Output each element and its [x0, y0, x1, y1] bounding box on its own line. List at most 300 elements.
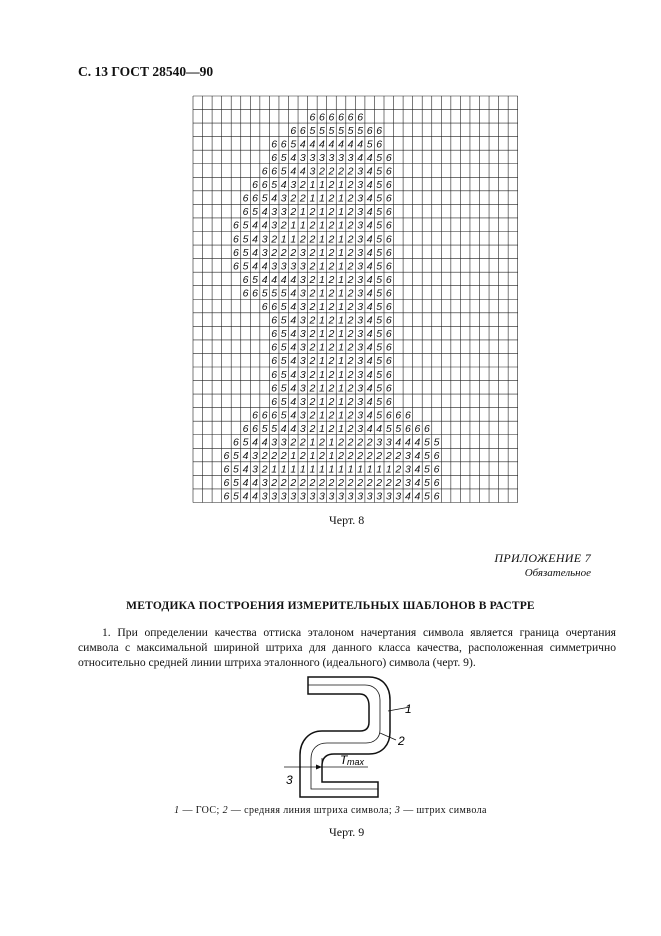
grid-cell-digit: 2	[347, 382, 354, 395]
grid-cell-digit: 3	[357, 314, 364, 327]
grid-cell-digit: 3	[357, 260, 364, 273]
grid-cell-digit: 6	[223, 490, 230, 503]
grid-cell-digit: 2	[309, 395, 316, 408]
grid-cell-digit: 3	[357, 287, 364, 300]
grid-cell-digit: 6	[261, 301, 268, 314]
grid-cell-digit: 3	[366, 490, 373, 503]
grid-cell-digit: 2	[328, 409, 335, 422]
grid-cell-digit: 3	[290, 260, 297, 273]
grid-cell-digit: 6	[366, 124, 373, 137]
grid-cell-digit: 4	[261, 436, 268, 449]
grid-cell-digit: 1	[319, 368, 325, 381]
grid-cell-digit: 2	[347, 328, 354, 341]
grid-cell-digit: 5	[357, 124, 364, 137]
grid-cell-digit: 2	[328, 341, 335, 354]
grid-cell-digit: 2	[290, 477, 297, 490]
grid-cell-digit: 2	[309, 355, 316, 368]
grid-cell-digit: 1	[280, 463, 287, 476]
grid-cell-digit: 1	[376, 463, 383, 476]
grid-cell-digit: 6	[338, 111, 344, 124]
caption-fig9: Черт. 9	[329, 825, 365, 839]
grid-cell-digit: 2	[309, 382, 316, 395]
grid-cell-digit: 5	[376, 246, 383, 259]
grid-cell-digit: 4	[395, 436, 402, 449]
grid-cell-digit: 6	[271, 165, 278, 178]
grid-cell-digit: 6	[404, 409, 411, 422]
grid-cell-digit: 6	[242, 422, 249, 435]
grid-cell-digit: 4	[271, 192, 278, 205]
grid-cell-digit: 5	[376, 355, 383, 368]
grid-cell-digit: 1	[319, 219, 325, 232]
grid-cell-digit: 3	[299, 314, 306, 327]
grid-cell-digit: 4	[309, 138, 316, 151]
grid-cell-digit: 2	[338, 450, 344, 463]
grid-cell-digit: 4	[366, 246, 373, 259]
grid-cell-digit: 2	[271, 246, 278, 259]
grid-cell-digit: 5	[376, 395, 383, 408]
grid-cell-digit: 5	[252, 206, 258, 219]
grid-cell-digit: 1	[309, 463, 316, 476]
grid-cell-digit: 5	[242, 260, 249, 273]
grid-cell-digit: 6	[385, 395, 392, 408]
grid-cell-digit: 2	[319, 165, 325, 178]
grid-cell-digit: 4	[290, 287, 297, 300]
grid-cell-digit: 5	[271, 179, 278, 192]
grid-cell-digit: 5	[280, 341, 287, 354]
grid-cell-digit: 2	[328, 287, 335, 300]
grid-cell-digit: 4	[280, 179, 287, 192]
t-subscript: max	[347, 757, 365, 767]
grid-cell-digit: 2	[299, 450, 306, 463]
grid-cell-digit: 3	[299, 151, 306, 164]
grid-cell-digit: 1	[319, 206, 325, 219]
grid-cell-digit: 2	[299, 436, 306, 449]
grid-cell-digit: 3	[271, 260, 278, 273]
grid-cell-digit: 3	[328, 151, 335, 164]
legend-text-3: — штрих символа	[400, 805, 487, 816]
grid-cell-digit: 4	[366, 233, 373, 246]
grid-cell-digit: 5	[385, 422, 392, 435]
grid-cell-digit: 4	[338, 138, 344, 151]
grid-cell-digit: 2	[328, 246, 335, 259]
grid-cell-digit: 6	[271, 355, 278, 368]
grid-cell-digit: 4	[366, 219, 373, 232]
grid-cell-digit: 3	[299, 341, 306, 354]
grid-cell-digit: 2	[328, 368, 335, 381]
grid-cell-digit: 5	[280, 287, 287, 300]
grid-cell-digit: 3	[299, 301, 306, 314]
grid-cell-digit: 5	[328, 124, 335, 137]
grid-cell-digit: 1	[338, 463, 344, 476]
grid-cell-digit: 6	[433, 477, 440, 490]
grid-cell-digit: 2	[347, 314, 354, 327]
grid-cell-digit: 4	[280, 422, 287, 435]
grid-cell-digit: 2	[347, 246, 354, 259]
legend-num-1: 1	[174, 805, 180, 816]
grid-cell-digit: 2	[366, 436, 373, 449]
grid-cell-digit: 1	[357, 463, 364, 476]
grid-cell-digit: 1	[309, 192, 316, 205]
grid-cell-digit: 4	[271, 273, 278, 286]
grid-cell-digit: 5	[242, 436, 249, 449]
grid-cell-digit: 4	[242, 450, 249, 463]
middle-line	[308, 685, 380, 789]
grid-cell-digit: 2	[347, 422, 354, 435]
grid-cell-digit: 1	[338, 409, 344, 422]
grid-cell-digit: 2	[309, 233, 316, 246]
legend-num-2: 2	[222, 805, 228, 816]
grid-cell-digit: 3	[299, 246, 306, 259]
grid-cell-digit: 6	[433, 463, 440, 476]
grid-cell-digit: 5	[424, 490, 430, 503]
grid-cell-digit: 2	[347, 477, 354, 490]
grid-cell-digit: 4	[252, 246, 258, 259]
grid-cell-digit: 1	[319, 314, 325, 327]
grid-cell-digit: 3	[357, 328, 364, 341]
grid-cell-digit: 2	[280, 219, 287, 232]
grid-cell-digit: 3	[280, 260, 287, 273]
t-symbol: T	[340, 753, 348, 767]
grid-cell-digit: 4	[290, 273, 297, 286]
grid-cell-digit: 3	[280, 490, 287, 503]
grid-cell-digit: 2	[366, 477, 373, 490]
grid-cell-digit: 4	[290, 165, 297, 178]
grid-cell-digit: 6	[385, 192, 392, 205]
grid-cell-digit: 4	[319, 138, 325, 151]
grid-cell-digit: 1	[385, 463, 392, 476]
grid-cell-digit: 2	[319, 436, 325, 449]
grid-cell-digit: 2	[261, 463, 268, 476]
grid-cell-digit: 3	[299, 422, 306, 435]
legend-text-2: — средняя линия штриха символа;	[227, 805, 395, 816]
grid-cell-digit: 1	[338, 301, 344, 314]
grid-cell-digit: 3	[385, 436, 392, 449]
grid-cell-digit: 2	[395, 463, 402, 476]
grid-cell-digit: 4	[290, 368, 297, 381]
grid-cell-digit: 5	[338, 124, 344, 137]
grid-cell-digit: 2	[328, 328, 335, 341]
grid-cell-digit: 1	[290, 463, 297, 476]
grid-cell-digit: 6	[271, 368, 278, 381]
grid-cell-digit: 1	[338, 395, 344, 408]
grid-cell-digit: 5	[376, 192, 383, 205]
grid-cell-digit: 2	[271, 233, 278, 246]
grid-cell-digit: 2	[309, 477, 316, 490]
grid-cell-digit: 5	[261, 287, 268, 300]
grid-cell-digit: 6	[271, 301, 278, 314]
grid-cell-digit: 2	[261, 450, 268, 463]
grid-cell-digit: 5	[424, 477, 430, 490]
grid-cell-digit: 5	[233, 450, 239, 463]
grid-cell-digit: 2	[338, 436, 344, 449]
grid-cell-digit: 2	[347, 233, 354, 246]
grid-cell-digit: 2	[347, 341, 354, 354]
grid-cell-digit: 4	[414, 477, 421, 490]
grid-cell-digit: 2	[347, 395, 354, 408]
grid-cell-digit: 3	[357, 165, 364, 178]
grid-cell-digit: 5	[242, 219, 249, 232]
grid-cell-digit: 1	[299, 463, 306, 476]
grid-cell-digit: 1	[299, 219, 306, 232]
grid-cell-digit: 5	[376, 341, 383, 354]
grid-cell-digit: 3	[357, 395, 364, 408]
grid-cell-digit: 3	[395, 490, 402, 503]
grid-cell-digit: 3	[357, 409, 364, 422]
grid-cell-digit: 3	[376, 490, 383, 503]
grid-cell-digit: 1	[319, 328, 325, 341]
grid-cell-digit: 3	[319, 490, 325, 503]
grid-cell-digit: 4	[290, 395, 297, 408]
grid-cell-digit: 6	[242, 206, 249, 219]
grid-cell-digit: 4	[290, 355, 297, 368]
grid-cell-digit: 5	[290, 138, 297, 151]
grid-cell-digit: 3	[261, 246, 268, 259]
grid-cell-digit: 2	[357, 436, 364, 449]
grid-cell-digit: 2	[376, 477, 383, 490]
grid-cell-digit: 2	[328, 273, 335, 286]
grid-cell-digit: 3	[347, 151, 354, 164]
grid-cell-digit: 6	[299, 124, 306, 137]
grid-cell-digit: 4	[242, 463, 249, 476]
grid-cell-digit: 3	[261, 477, 268, 490]
grid-cell-digit: 1	[319, 463, 325, 476]
grid-cell-digit: 5	[376, 233, 383, 246]
grid-cell-digit: 6	[385, 314, 392, 327]
grid-cell-digit: 1	[319, 422, 325, 435]
grid-cell-digit: 1	[319, 382, 325, 395]
grid-cell-digit: 2	[328, 206, 335, 219]
grid-cell-digit: 2	[280, 246, 287, 259]
grid-cell-digit: 6	[271, 151, 278, 164]
grid-cell-digit: 1	[338, 382, 344, 395]
grid-cell-digit: 2	[309, 219, 316, 232]
grid-cell-digit: 5	[280, 382, 287, 395]
grid-cell-digit: 4	[366, 395, 373, 408]
grid-cell-digit: 2	[328, 233, 335, 246]
grid-cell-digit: 1	[338, 179, 344, 192]
grid-cell-digit: 2	[309, 246, 316, 259]
appendix-title: ПРИЛОЖЕНИЕ 7	[494, 551, 591, 565]
grid-cell-digit: 4	[290, 328, 297, 341]
grid-cell-digit: 6	[252, 422, 258, 435]
grid-cell-digit: 1	[319, 395, 325, 408]
grid-cell-digit: 1	[338, 287, 344, 300]
grid-cell-digit: 5	[271, 287, 278, 300]
grid-cell-digit: 1	[328, 463, 335, 476]
grid-cell-digit: 6	[271, 382, 278, 395]
grid-cell-digit: 1	[328, 450, 335, 463]
grid-cell-digit: 2	[347, 450, 354, 463]
grid-cell-digit: 5	[280, 301, 287, 314]
grid-cell-digit: 6	[414, 422, 421, 435]
grid-cell-digit: 1	[309, 450, 316, 463]
grid-cell-digit: 4	[261, 260, 268, 273]
grid-cell-digit: 3	[357, 341, 364, 354]
grid-cell-digit: 5	[280, 328, 287, 341]
grid-cell-digit: 5	[280, 165, 287, 178]
grid-cell-digit: 6	[290, 124, 297, 137]
grid-cell-digit: 2	[347, 165, 354, 178]
leader-2	[380, 733, 396, 740]
grid-cell-digit: 6	[233, 246, 239, 259]
grid-cell-digit: 5	[376, 301, 383, 314]
grid-cell-digit: 3	[299, 328, 306, 341]
grid-cell-digit: 1	[338, 355, 344, 368]
grid-cell-digit: 3	[319, 151, 325, 164]
grid-cell-digit: 4	[261, 273, 268, 286]
grid-cell-digit: 4	[261, 206, 268, 219]
grid-cell-digit: 2	[395, 477, 402, 490]
grid-cell-digit: 3	[309, 165, 316, 178]
grid-cell-digit: 2	[328, 477, 335, 490]
grid-cell-digit: 2	[347, 368, 354, 381]
grid-cell-digit: 1	[347, 463, 354, 476]
grid-cell-digit: 5	[424, 436, 430, 449]
grid-cell-digit: 6	[385, 260, 392, 273]
grid-cell-digit: 3	[299, 490, 306, 503]
grid-cell-digit: 2	[309, 314, 316, 327]
grid-cell-digit: 2	[309, 409, 316, 422]
grid-cell-digit: 2	[328, 192, 335, 205]
grid-cell-digit: 5	[376, 368, 383, 381]
grid-cell-digit: 5	[424, 450, 430, 463]
grid-cell-digit: 2	[271, 450, 278, 463]
grid-cell-digit: 4	[366, 355, 373, 368]
grid-cell-digit: 6	[385, 246, 392, 259]
grid-cell-digit: 3	[299, 409, 306, 422]
grid-cell-digit: 5	[280, 409, 287, 422]
grid-cell-digit: 6	[385, 328, 392, 341]
grid-cell-digit: 3	[261, 233, 268, 246]
grid-cell-digit: 4	[290, 151, 297, 164]
grid-cell-digit: 4	[290, 314, 297, 327]
grid-cell-digit: 4	[366, 314, 373, 327]
grid-cell-digit: 6	[233, 233, 239, 246]
grid-cell-digit: 5	[233, 477, 239, 490]
grid-cell-digit: 2	[347, 409, 354, 422]
grid-cell-digit: 1	[319, 233, 325, 246]
grid-cell-digit: 2	[347, 301, 354, 314]
grid-cell-digit: 6	[385, 151, 392, 164]
grid-cell-digit: 3	[404, 450, 411, 463]
grid-cell-digit: 6	[385, 368, 392, 381]
grid-cell-digit: 2	[347, 273, 354, 286]
grid-cell-digit: 3	[271, 206, 278, 219]
grid-cell-digit: 6	[376, 138, 383, 151]
grid-cell-digit: 5	[280, 395, 287, 408]
grid-cell-digit: 4	[366, 165, 373, 178]
grid-cell-digit: 1	[271, 463, 278, 476]
grid-cell-digit: 3	[280, 206, 287, 219]
grid-cell-digit: 6	[280, 138, 287, 151]
grid-cell-digit: 6	[385, 206, 392, 219]
grid-cell-digit: 3	[299, 368, 306, 381]
grid-cell-digit: 2	[338, 165, 344, 178]
grid-cell-digit: 4	[357, 138, 364, 151]
grid-cell-digit: 6	[223, 463, 230, 476]
grid-cell-digit: 1	[290, 219, 297, 232]
grid-cell-digit: 3	[338, 490, 344, 503]
grid-cell-digit: 3	[261, 490, 268, 503]
paragraph-1: 1. При определении качества оттиска эталоном начертания символа является граница очертания символа с максимальной шириной штриха для данного класса качества, расположенная симметрично относительно средней линии штриха эталонного (идеального) символа (черт. 9).	[78, 626, 616, 670]
grid-cell-digit: 3	[357, 192, 364, 205]
grid-cell-digit: 4	[366, 409, 373, 422]
grid-cell-digit: 5	[309, 124, 316, 137]
grid-cell-digit: 1	[319, 287, 325, 300]
grid-cell-digit: 2	[338, 477, 344, 490]
grid-cell-digit: 4	[366, 422, 373, 435]
grid-cell-digit: 3	[404, 463, 411, 476]
grid-cell-digit: 1	[280, 233, 287, 246]
grid-cell-digit: 6	[261, 165, 268, 178]
grid-cell-digit: 2	[280, 477, 287, 490]
grid-cell-digit: 2	[290, 206, 297, 219]
grid-cell-digit: 3	[357, 355, 364, 368]
grid-cell-digit: 4	[242, 477, 249, 490]
grid-cell-digit: 5	[424, 463, 430, 476]
grid-cell-digit: 6	[252, 409, 258, 422]
grid-cell-digit: 6	[242, 273, 249, 286]
grid-cell-digit: 2	[347, 436, 354, 449]
grid-cell-digit: 4	[366, 151, 373, 164]
grid-cell-digit: 5	[347, 124, 354, 137]
grid-cell-digit: 2	[328, 260, 335, 273]
grid-cell-digit: 6	[385, 287, 392, 300]
grid-cell-digit: 6	[433, 450, 440, 463]
grid-cell-digit: 6	[328, 111, 335, 124]
grid-cell-digit: 3	[271, 219, 278, 232]
grid-cell-digit: 1	[319, 246, 325, 259]
grid-cell-digit: 3	[299, 355, 306, 368]
grid-cell-digit: 2	[299, 477, 306, 490]
grid-cell-digit: 5	[376, 151, 383, 164]
grid-cell-digit: 2	[328, 314, 335, 327]
grid-cell-digit: 3	[290, 490, 297, 503]
grid-cell-digit: 4	[376, 422, 383, 435]
grid-cell-digit: 5	[319, 124, 325, 137]
grid-cell-digit: 3	[309, 151, 316, 164]
grid-cell-digit: 2	[280, 450, 287, 463]
grid-cell-digit: 6	[271, 328, 278, 341]
grid-cell-digit: 2	[347, 260, 354, 273]
grid-cell-digit: 3	[404, 477, 411, 490]
grid-cell-digit: 6	[271, 409, 278, 422]
grid-cell-digit: 4	[366, 287, 373, 300]
grid-cell-digit: 3	[309, 490, 316, 503]
grid-cell-digit: 1	[319, 301, 325, 314]
grid-cell-digit: 4	[252, 436, 258, 449]
grid-cell-digit: 4	[290, 409, 297, 422]
grid-cell-digit: 2	[299, 233, 306, 246]
grid-cell-digit: 3	[252, 450, 258, 463]
grid-cell-digit: 6	[233, 260, 239, 273]
grid-cell-digit: 2	[366, 450, 373, 463]
grid-cell-digit: 6	[233, 436, 239, 449]
grid-cell-digit: 4	[366, 273, 373, 286]
grid-cell-digit: 5	[433, 436, 440, 449]
grid-cell-digit: 1	[338, 219, 344, 232]
grid-cell-digit: 4	[280, 273, 287, 286]
grid-cell-digit: 6	[433, 490, 440, 503]
grid-cell-digit: 3	[299, 273, 306, 286]
grid-cell-digit: 2	[309, 328, 316, 341]
grid-cell-digit: 5	[376, 219, 383, 232]
grid-cell-digit: 2	[385, 450, 392, 463]
grid-cell-digit: 6	[261, 179, 268, 192]
grid-cell-digit: 6	[252, 192, 258, 205]
grid-cell-digit: 6	[271, 341, 278, 354]
grid-cell-digit: 3	[299, 260, 306, 273]
